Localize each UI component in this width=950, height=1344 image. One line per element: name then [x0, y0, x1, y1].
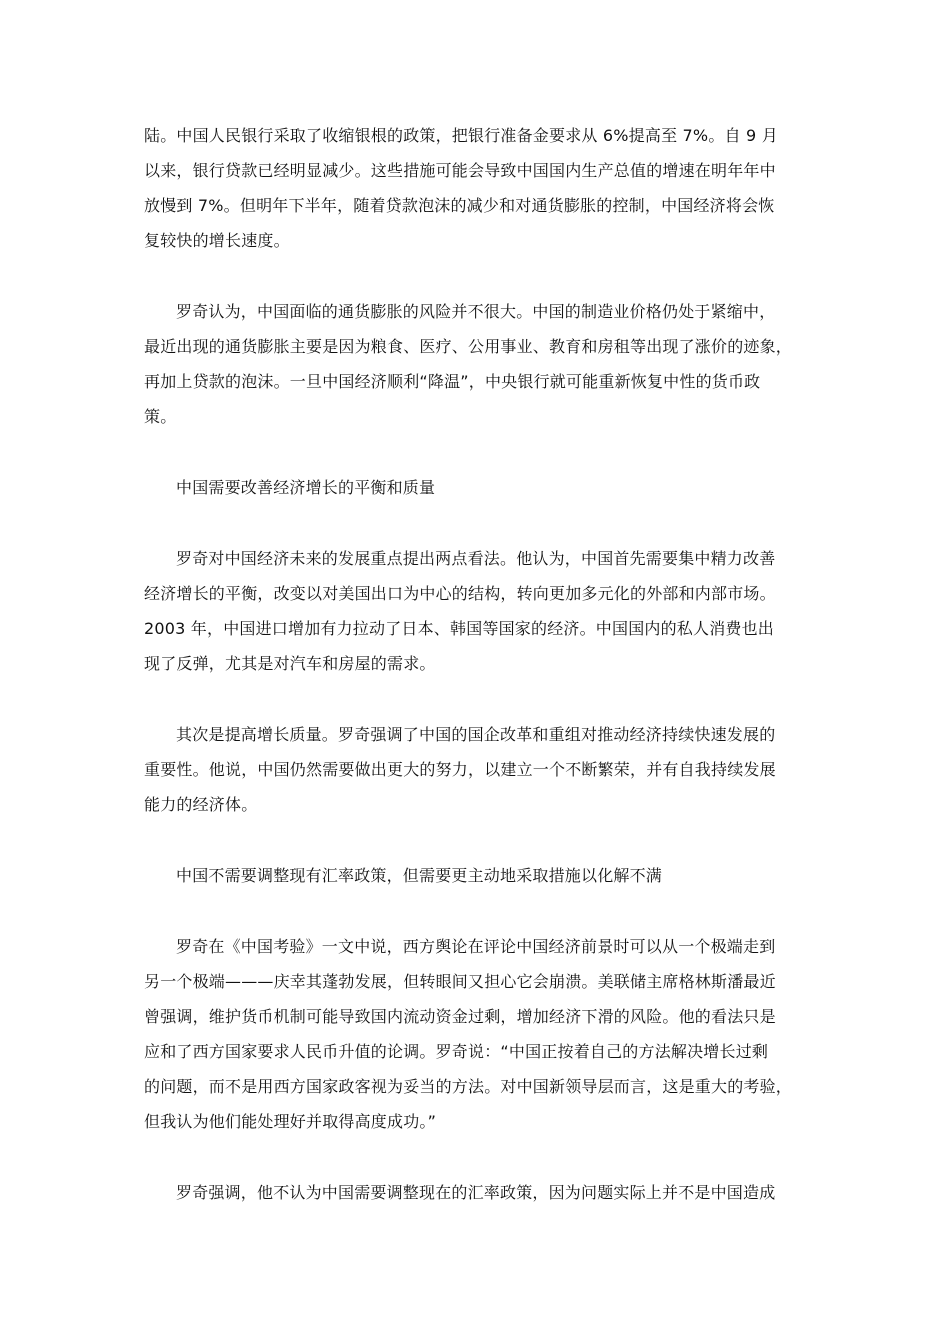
heading-text: 中国需要改善经济增长的平衡和质量	[176, 478, 436, 497]
paragraph	[144, 541, 808, 681]
paragraph	[144, 1175, 808, 1210]
document-body	[144, 118, 808, 1246]
text-line: 罗奇强调，他不认为中国需要调整现在的汇率政策，因为问题实际上并不是中国造成	[176, 1183, 776, 1202]
paragraph	[144, 294, 808, 434]
text-line: 罗奇对中国经济未来的发展重点提出两点看法。他认为，中国首先需要集中精力改善	[176, 549, 776, 568]
text-line: 放慢到 7%。但明年下半年，随着贷款泡沫的减少和对通货膨胀的控制，中国经济将会恢	[144, 196, 775, 215]
text-line: 最近出现的通货膨胀主要是因为粮食、医疗、公用事业、教育和房租等出现了涨价的迹象，	[144, 337, 793, 356]
text-line: 能力的经济体。	[144, 795, 258, 814]
text-line: 重要性。他说，中国仍然需要做出更大的努力，以建立一个不断繁荣，并有自我持续发展	[144, 760, 776, 779]
text-line: 应和了西方国家要求人民币升值的论调。罗奇说：“中国正按着自己的方法解决增长过剩	[144, 1042, 769, 1061]
text-line: 现了反弹，尤其是对汽车和房屋的需求。	[144, 654, 436, 673]
text-line: 复较快的增长速度。	[144, 231, 290, 250]
text-line: 罗奇在《中国考验》一文中说，西方舆论在评论中国经济前景时可以从一个极端走到	[176, 937, 776, 956]
text-line: 另一个极端———庆幸其蓬勃发展，但转眼间又担心它会崩溃。美联储主席格林斯潘最近	[144, 972, 776, 991]
text-line: 的问题，而不是用西方国家政客视为妥当的方法。对中国新领导层而言，这是重大的考验，	[144, 1077, 793, 1096]
text-line: 罗奇认为，中国面临的通货膨胀的风险并不很大。中国的制造业价格仍处于紧缩中，	[176, 302, 776, 321]
section-heading	[144, 858, 808, 893]
text-line: 其次是提高增长质量。罗奇强调了中国的国企改革和重组对推动经济持续快速发展的	[176, 725, 776, 744]
paragraph	[144, 929, 808, 1139]
text-line: 曾强调，维护货币机制可能导致国内流动资金过剩，增加经济下滑的风险。他的看法只是	[144, 1007, 776, 1026]
section-heading	[144, 470, 808, 505]
heading-text: 中国不需要调整现有汇率政策，但需要更主动地采取措施以化解不满	[176, 866, 663, 885]
text-line: 陆。中国人民银行采取了收缩银根的政策，把银行准备金要求从 6%提高至 7%。自 9 月	[144, 126, 778, 145]
text-line: 经济增长的平衡，改变以对美国出口为中心的结构，转向更加多元化的外部和内部市场。	[144, 584, 776, 603]
text-line: 但我认为他们能处理好并取得高度成功。”	[144, 1112, 437, 1131]
paragraph	[144, 717, 808, 822]
text-line: 再加上贷款的泡沫。一旦中国经济顺利“降温”，中央银行就可能重新恢复中性的货币政	[144, 372, 761, 391]
text-line: 以来，银行贷款已经明显减少。这些措施可能会导致中国国内生产总值的增速在明年年中	[144, 161, 776, 180]
paragraph	[144, 118, 808, 258]
text-line: 策。	[144, 407, 177, 426]
text-line: 2003 年，中国进口增加有力拉动了日本、韩国等国家的经济。中国国内的私人消费也出	[144, 619, 775, 638]
